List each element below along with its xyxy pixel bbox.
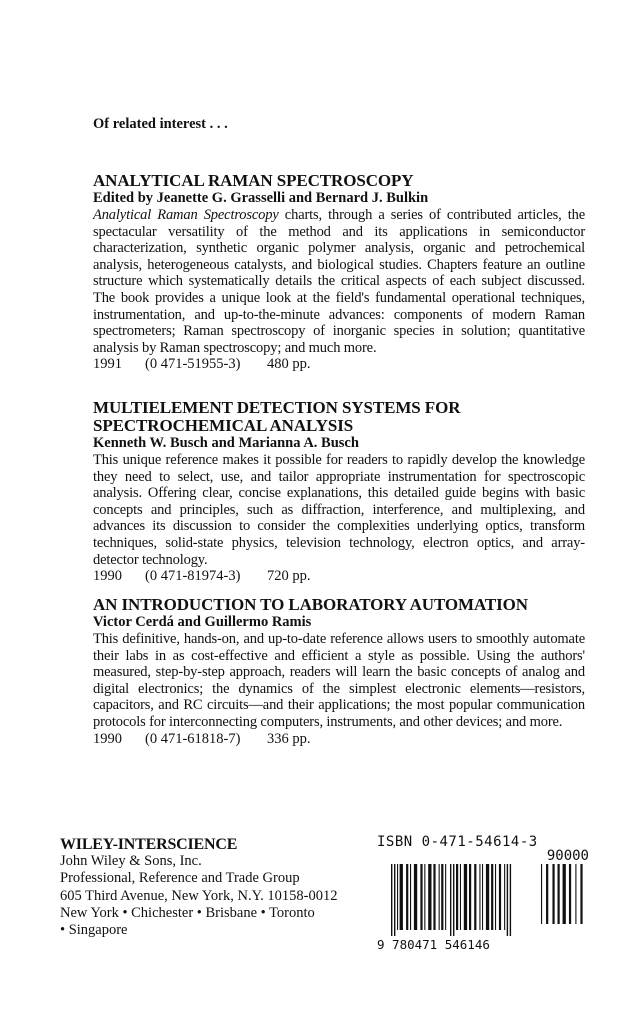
book-title: MULTIELEMENT DETECTION SYSTEMS FOR xyxy=(93,398,461,417)
book-entry-raman xyxy=(93,172,585,373)
publisher-cities: New York • Chichester • Brisbane • Toronto xyxy=(60,904,315,921)
book-meta xyxy=(93,356,585,373)
publisher-company: John Wiley & Sons, Inc. xyxy=(60,853,202,870)
barcode-bar xyxy=(486,864,489,930)
book-description-text: charts, through a series of contributed articles, the spectacular versatility of the method and its applications in semiconductor characterization, synthetic organic polymer analysis, organic and petrochemical analysis, heterogeneous catalysts, and biological studies. Chapters feature an outline structure which systematically details the critical aspects of each subject discussed. The book provides a unique look at the field's fundamental operational techniques, instrumentation, and up-to-the-minute advances: components of modern Raman spectrometers; Raman spectroscopy of inorganic species in solution; quantitative analysis by Raman spectroscopy; and much more. xyxy=(93,207,585,356)
barcode-digits: 9 780471 546146 xyxy=(377,937,490,952)
barcode-bar xyxy=(406,864,408,930)
barcode-graphic xyxy=(377,864,589,936)
book-description: This definitive, hands-on, and up-to-date reference allows users to smoothly automate their labs in as cost-effective and efficient a style as possible. Using the authors' measured, step-by-step approach, readers will learn the basic concepts of analog and digital electronics; the dynamics of the simplest electronic elements—resistors, capacitors, and RC circuits—and their applications; the most popular communication protocols for interconnecting computers, instruments, and other devices; and more. xyxy=(93,631,585,730)
barcode-bar xyxy=(474,864,476,930)
book-description xyxy=(93,207,585,356)
barcode-bar xyxy=(460,864,461,930)
barcode-bar xyxy=(541,864,542,924)
barcode-bar xyxy=(394,864,395,936)
book-title: AN INTRODUCTION TO LABORATORY AUTOMATION xyxy=(93,595,528,614)
barcode-bar xyxy=(569,864,571,924)
book-year: 1990 xyxy=(93,730,122,747)
barcode-bar xyxy=(391,864,392,936)
book-entry-multielement xyxy=(93,399,585,585)
book-title: ANALYTICAL RAMAN SPECTROSCOPY xyxy=(93,171,414,190)
barcode-bar xyxy=(482,864,483,930)
barcode-bar xyxy=(504,864,505,930)
publisher-name: WILEY-INTERSCIENCE xyxy=(60,836,238,853)
barcode-bar xyxy=(445,864,446,930)
barcode-bar xyxy=(450,864,451,936)
barcode-isbn-text: ISBN 0-471-54614-3 xyxy=(377,834,538,850)
barcode-bar xyxy=(563,864,566,924)
book-meta xyxy=(93,568,585,585)
book-isbn: (0 471-51955-3) xyxy=(145,356,241,373)
barcode-bar xyxy=(499,864,501,930)
barcode-bar xyxy=(546,864,548,924)
book-authors: Edited by Jeanette G. Grasselli and Bernard J. Bulkin xyxy=(93,190,429,206)
barcode-bar xyxy=(441,864,443,930)
related-interest-heading: Of related interest . . . xyxy=(93,116,228,132)
book-isbn: (0 471-61818-7) xyxy=(145,730,241,747)
barcode-bar xyxy=(420,864,422,930)
barcode-bar xyxy=(428,864,431,930)
publisher-block xyxy=(60,836,338,939)
barcode-bar xyxy=(575,864,576,924)
barcode-bar xyxy=(397,864,398,930)
barcode-bar xyxy=(464,864,467,930)
barcode-block xyxy=(377,834,589,952)
book-pages: 720 pp. xyxy=(267,568,311,585)
barcode-bar xyxy=(439,864,440,930)
barcode-bar xyxy=(400,864,403,930)
barcode-bar xyxy=(580,864,582,924)
book-entry-lab-automation xyxy=(93,596,585,748)
barcode-bar xyxy=(456,864,458,930)
book-title-line2: SPECTROCHEMICAL ANALYSIS xyxy=(93,416,354,435)
book-year: 1991 xyxy=(93,356,122,373)
book-pages: 480 pp. xyxy=(267,356,311,373)
book-authors: Victor Cerdá and Guillermo Ramis xyxy=(93,614,312,630)
book-description: This unique reference makes it possible for readers to rapidly develop the knowledge they need to select, use, and tailor appropriate instrumentation for spectroscopic analysis. Offering clear, concise explanations, this detailed guide begins with basic concepts and principles, such as diffraction, interference, and multiplexing, and advances its discussion to consider the complexities underlying optics, transform techniques, solid-state physics, television technology, electron optics, and array-detector technology. xyxy=(93,452,585,568)
book-pages: 336 pp. xyxy=(267,730,311,747)
barcode-bar xyxy=(491,864,493,930)
barcode-bar xyxy=(495,864,496,930)
book-year: 1990 xyxy=(93,568,122,585)
barcode-bar xyxy=(558,864,560,924)
barcode-bar xyxy=(424,864,425,930)
barcode-bar xyxy=(414,864,417,930)
book-authors: Kenneth W. Busch and Marianna A. Busch xyxy=(93,435,359,451)
barcode-bar xyxy=(453,864,454,936)
book-meta xyxy=(93,731,585,748)
publisher-cities-2: • Singapore xyxy=(60,922,128,939)
barcode-bar xyxy=(479,864,480,930)
book-isbn: (0 471-81974-3) xyxy=(145,568,241,585)
barcode-bar xyxy=(552,864,554,924)
barcode-bar xyxy=(507,864,508,936)
publisher-group: Professional, Reference and Trade Group xyxy=(60,870,300,887)
barcode-bar xyxy=(433,864,435,930)
barcode-price-code: 90000 xyxy=(546,848,589,864)
publisher-address: 605 Third Avenue, New York, N.Y. 10158-0012 xyxy=(60,887,338,904)
barcode-bar xyxy=(510,864,511,936)
barcode-bar xyxy=(410,864,411,930)
barcode-bar xyxy=(469,864,471,930)
book-description-italic: Analytical Raman Spectroscopy xyxy=(93,207,279,223)
